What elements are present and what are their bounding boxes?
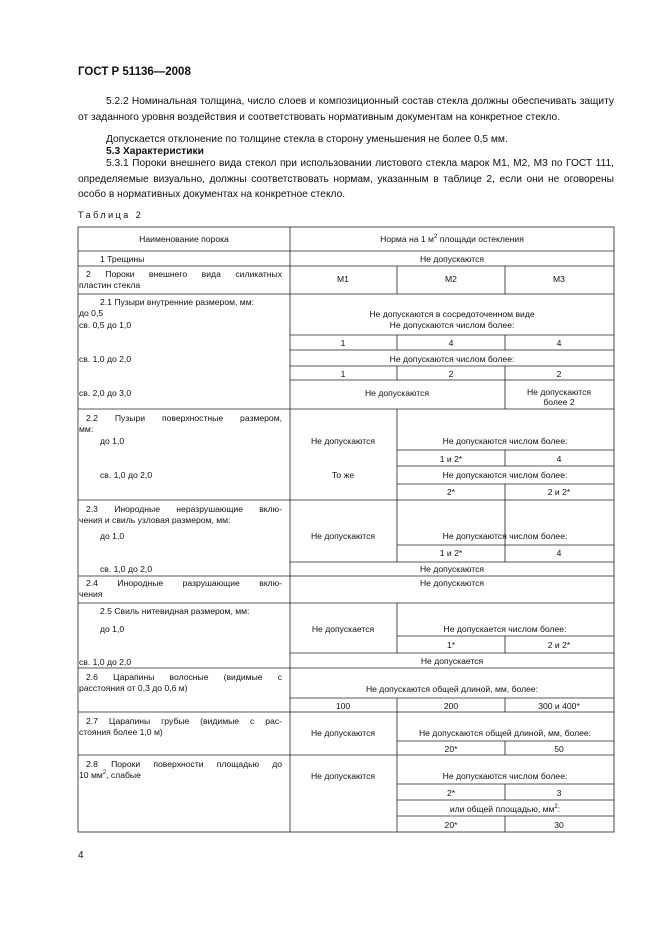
row-2-1-value-not-allowed: Не допускаются	[364, 388, 430, 398]
row-2-1-1-0-to-2-0: св. 1,0 до 2,0	[79, 354, 132, 364]
row-2-1-m3-b: 2	[556, 369, 562, 379]
row-2-5-m3: 2 и 2*	[547, 640, 571, 650]
row-2-8-m1: Не допускаются	[310, 771, 376, 781]
row-2-3-m1: Не допускаются	[310, 531, 376, 541]
row-2-2-upto-1-0: до 1,0	[100, 436, 125, 446]
grade-m3: М3	[553, 274, 565, 284]
row-2-7-value: Не допускаются общей длиной, мм, более:	[418, 728, 592, 738]
row-2-2-value-count-2: Не допускаются числом более:	[442, 470, 568, 480]
row-2-8-value-count: Не допускаются числом более:	[442, 771, 568, 781]
paragraph-5-2-2: 5.2.2 Номинальная толщина, число слоев и композиционный состав стекла должны обеспечивать защиту от заданного уровня воздействия и соответствовать нормативным документам на конкретное стекло.	[78, 96, 614, 123]
row-2-2-m2: 1 и 2*	[439, 454, 463, 464]
row-2-4-name-line1: 2.4 Инородные разрушающие вклю-	[86, 578, 282, 588]
row-2-1-value-count-2: Не допускаются числом более:	[389, 354, 515, 364]
row-2-name-line1: 2 Пороки внешнего вида силикатных	[86, 269, 282, 279]
grade-m1: М1	[337, 274, 349, 284]
row-2-6-name-line2: расстояния от 0,3 до 0,6 м)	[79, 683, 188, 693]
row-2-3-1-0-to-2-0: св. 1,0 до 2,0	[100, 564, 153, 574]
row-2-7-name-line1: 2.7 Царапины грубые (видимые с рас-	[86, 716, 282, 726]
row-2-2-name-line1: 2.2 Пузыри поверхностные размером,	[86, 413, 282, 423]
row-2-7-name-line2: стояния более 1,0 м)	[79, 727, 163, 737]
row-2-1-m2: 4	[448, 338, 454, 348]
row-2-1-m1: 1	[340, 338, 346, 348]
row-2-3-name-line2: чения и свиль узловая размером, мм:	[79, 515, 231, 525]
row-2-6-m3: 300 и 400*	[538, 701, 580, 711]
page-number: 4	[78, 850, 84, 861]
row-2-name-line2: пластин стекла	[79, 280, 141, 290]
row-2-8-name-line1: 2.8 Пороки поверхности площадью до	[86, 759, 282, 769]
table-header-norm: Норма на 1 $м^2$ площади остекления	[380, 234, 524, 244]
row-2-1-value-count: Не допускаются числом более:	[389, 320, 515, 330]
row-2-2-m3-b: 2 и 2*	[547, 487, 571, 497]
row-2-5-m1: Не допускается	[311, 624, 375, 634]
row-2-5-upto-1-0: до 1,0	[100, 624, 125, 634]
row-2-3-m2: 1 и 2*	[439, 548, 463, 558]
row-2-2-value-count: Не допускаются числом более:	[442, 436, 568, 446]
row-2-6-name-line1: 2.6 Царапины волосные (видимые с	[86, 672, 282, 682]
row-2-8-name-line2: 10 $мм^2$, слабые	[79, 770, 141, 780]
row-2-3-m3: 4	[556, 548, 562, 558]
row-2-2-m2-b: 2*	[446, 487, 456, 497]
row-2-1-upto-0-5: до 0,5	[79, 308, 104, 318]
row-2-8-m3-area: 30	[554, 820, 564, 830]
paragraph-thickness-tolerance: Допускается отклонение по толщине стекла в сторону уменьшения не более 0,5 мм.	[106, 134, 508, 145]
row-2-1-value-concentrated: Не допускаются в сосредоточенном виде	[369, 309, 535, 319]
row-2-6-m2: 200	[443, 701, 459, 711]
row-2-5-m2: 1*	[446, 640, 456, 650]
row-1-name: 1 Трещины	[100, 254, 145, 264]
row-1-value: Не допускаются	[419, 254, 485, 264]
row-2-6-m1: 100	[335, 701, 351, 711]
row-2-7-m3: 50	[554, 744, 564, 754]
row-2-2-m1: Не допускаются	[310, 436, 376, 446]
row-2-8-m2-area: 20*	[444, 820, 458, 830]
row-2-1-name: 2.1 Пузыри внутренние размером, мм:	[100, 297, 254, 307]
row-2-8-m2: 2*	[446, 788, 456, 798]
row-2-1-m3: 4	[556, 338, 562, 348]
row-2-1-0-5-to-1-0: св. 0,5 до 1,0	[79, 320, 132, 330]
table-header-name: Наименование порока	[139, 234, 229, 244]
row-2-3-value-not-allowed: Не допускаются	[419, 564, 485, 574]
row-2-7-m1: Не допускаются	[310, 728, 376, 738]
row-2-5-1-0-to-2-0: св. 1,0 до 2,0	[79, 657, 132, 667]
document-header: ГОСТ Р 51136—2008	[78, 66, 191, 78]
row-2-3-name-line1: 2.3 Инородные неразрушающие вклю-	[86, 504, 282, 514]
row-2-1-m3-more-than-2: более 2	[543, 397, 575, 407]
row-2-6-value: Не допускаются общей длиной, мм, более:	[365, 684, 539, 694]
row-2-1-m1-b: 1	[340, 369, 346, 379]
row-2-7-m2: 20*	[444, 744, 458, 754]
row-2-2-m3: 4	[556, 454, 562, 464]
row-2-2-1-0-to-2-0: св. 1,0 до 2,0	[100, 470, 153, 480]
row-2-5-value-not-allowed: Не допускается	[420, 656, 484, 666]
table-caption: Таблица 2	[78, 210, 144, 220]
row-2-4-name-line2: чения	[79, 589, 103, 599]
paragraph-5-3-1: 5.3.1 Пороки внешнего вида стекол при использовании листового стекла марок М1, М2, М3 по ГОСТ 111, определяемые визуально, должны соответствовать нормам, указанным в таблице 2, если они не оговорены особо в нормативных документах на конкретное стекло.	[78, 158, 614, 200]
section-heading-5-3: 5.3 Характеристики	[106, 146, 204, 157]
row-2-8-value-area: или общей площадью, $мм^2$:	[449, 804, 561, 814]
row-2-3-upto-1-0: до 1,0	[100, 531, 125, 541]
grade-m2: М2	[445, 274, 457, 284]
row-2-8-m3: 3	[556, 788, 562, 798]
row-2-1-m3-not-allowed: Не допускаются	[526, 387, 592, 397]
row-2-5-value-count: Не допускается числом более:	[443, 624, 567, 634]
row-2-3-value-count: Не допускаются числом более:	[442, 531, 568, 541]
row-2-4-value: Не допускаются	[419, 578, 485, 588]
row-2-5-name: 2.5 Свиль нитевидная размером, мм:	[100, 606, 250, 616]
row-2-1-2-0-to-3-0: св. 2,0 до 3,0	[79, 388, 132, 398]
row-2-1-m2-b: 2	[448, 369, 454, 379]
row-2-2-same: То же	[331, 470, 355, 480]
row-2-2-name-line2: мм:	[79, 424, 94, 434]
